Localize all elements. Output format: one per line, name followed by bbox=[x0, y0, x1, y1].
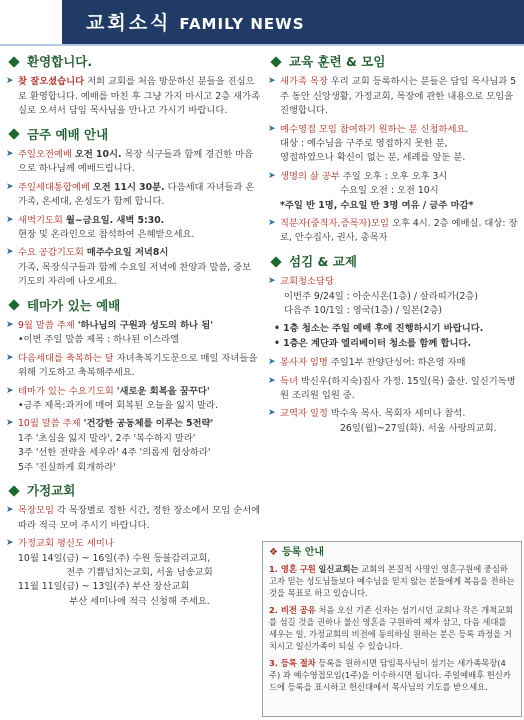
arrow-bullet-icon: ➤ bbox=[268, 357, 276, 368]
arrow-bullet-icon: ➤ bbox=[268, 276, 276, 287]
header-left-panel bbox=[0, 0, 62, 46]
registration-heading: ❖ 등록 안내 bbox=[269, 547, 325, 558]
list-item: ➤ 주일세대통합예배 오전 11시 30분. 다음세대 자녀들과 온가족, 온세대, 온성도가 함께 합니다. bbox=[6, 181, 261, 210]
list-item: ➤ 생명의 삶 공부 주일 오후 : 오후 오후 3시 수요일 오전 : 오전 10시 *주일 반 1명, 수요일 반 3명 여유 / 금주 마감* bbox=[268, 170, 520, 213]
list-item: ➤ 교회청소담당 이번주 9/24일 : 아순시온(1층) / 살라띠가(2층) 다음주 10/1일 : 영국(1층) / 일본(2층) bbox=[268, 275, 520, 318]
arrow-bullet-icon: ➤ bbox=[268, 170, 276, 181]
list-item: ➤ 교역자 일정 박수욱 목사. 목회자 세미나 참석. 26일(월)~27일(화). 서울 사랑의교회. bbox=[268, 407, 520, 436]
registration-box bbox=[262, 541, 522, 717]
arrow-bullet-icon: ➤ bbox=[268, 76, 276, 87]
diamond-bullet-icon bbox=[270, 256, 281, 267]
service-fellowship-section bbox=[268, 252, 520, 436]
cleaning-note: • 1층 청소는 주일 예배 후에 진행하시기 바랍니다. bbox=[274, 323, 484, 335]
cleaning-note: • 1층은 계단과 엘리베이터 청소를 함께 합니다. bbox=[274, 337, 472, 349]
arrow-bullet-icon: ➤ bbox=[6, 148, 14, 159]
diamond-bullet-icon bbox=[8, 129, 19, 140]
service-heading: 섬김 & 교제 bbox=[268, 252, 520, 271]
page-title bbox=[86, 9, 305, 38]
list-item: ➤ 직분자(중직자,증목자)모임 오후 4시. 2층 예배실. 대상: 장로, 안수집사, 권사, 총목자 bbox=[268, 217, 520, 246]
list-item: ➤ 다음세대를 축복하는 달 자녀축복기도문으로 매일 자녀들을 위해 기도하고 축복해주세요. bbox=[6, 352, 261, 381]
left-column bbox=[6, 50, 261, 615]
list-item: ➤ 예수영접 모임 참여하기 원하는 분 신청하세요. 대상 : 예수님을 구주로 영접하지 못한 분, 영접하였으나 확신이 없는 분, 세례를 앞둔 분. bbox=[268, 123, 520, 166]
welcome-section bbox=[6, 52, 261, 119]
list-item: ➤ 봉사자 임명 주일1부 찬양단싱어: 하은영 자매 bbox=[268, 356, 520, 370]
arrow-bullet-icon: ➤ bbox=[6, 418, 14, 429]
arrow-bullet-icon: ➤ bbox=[6, 505, 14, 516]
list-item: ➤ 주일오전예배 오전 10시. 목장 식구들과 함께 경건한 마음으로 하나님께 예배드립니다. bbox=[6, 148, 261, 177]
list-item: ➤ 목장모임 각 목장별로 정한 시간, 정한 장소에서 모임 순서에 따라 적극 모여 주시기 바랍니다. bbox=[6, 504, 261, 533]
arrow-bullet-icon: ➤ bbox=[6, 352, 14, 363]
list-item: ➤ 테마가 있는 수요기도회 '새로운 회복을 꿈꾸다' •금주 제목:과거에 매여 회복된 오늘을 잃지 말라. bbox=[6, 385, 261, 414]
list-item: ➤ 가정교회 평신도 세미나 10월 14일(금) ~ 16일(주) 수원 등불감리교회, 전주 기쁨넘치는교회, 서울 남송교회 11월 11일(금) ~ 13일(주) 부산 장산교회 부산 세미나에 적극 신청해 주세요. bbox=[6, 537, 261, 609]
arrow-bullet-icon: ➤ bbox=[268, 123, 276, 134]
diamond-bullet-icon bbox=[8, 485, 19, 496]
list-item: ➤ 새가족 목장 우리 교회 등록하시는 분들은 담임 목사님과 5주 동안 신앙생활, 가정교회, 목장에 관한 내용으로 모임을 진행합니다. bbox=[268, 75, 520, 118]
page-title-english: FAMILY NEWS bbox=[179, 15, 305, 33]
diamond-bullet-icon bbox=[8, 56, 19, 67]
registration-paragraph: 3. 등록 절차 등록을 원하시면 담임목사님이 섬기는 새가족목장(4주) 과 예수영접모임(1주)을 이수하시면 됩니다. 주일예배후 헌신카드에 등록을 표시하고 헌신대에서 목사님의 기도를 받으세요. bbox=[269, 657, 511, 692]
arrow-bullet-icon: ➤ bbox=[6, 181, 14, 192]
page-title-korean: 교회소식 bbox=[86, 12, 172, 34]
right-column bbox=[268, 50, 520, 442]
arrow-bullet-icon: ➤ bbox=[6, 538, 14, 549]
house-church-section bbox=[6, 481, 261, 609]
arrow-bullet-icon: ➤ bbox=[268, 408, 276, 419]
list-item: ➤ 찾 잘오셨습니다 저희 교회를 처음 방문하신 분들을 진심으로 환영합니다. 예배를 마친 후 그냥 가지 마시고 2층 새가족실로 오셔서 담임 목사님을 만나고 가시기 바랍니다. bbox=[6, 75, 261, 118]
education-heading: 교육 훈련 & 모임 bbox=[268, 52, 520, 71]
list-item: ➤ 득녀 박신우(하지숙)집사 가정. 15일(목) 출산. 일신기독병원 조리원 입원 중. bbox=[268, 375, 520, 404]
newsletter-header bbox=[0, 0, 524, 46]
welcome-heading: 환영합니다. bbox=[6, 52, 261, 71]
arrow-bullet-icon: ➤ bbox=[6, 247, 14, 258]
house-church-heading: 가정교회 bbox=[6, 481, 261, 500]
registration-paragraph: 1. 영혼 구원 일신교회는 교회의 본질적 사명인 영혼구원에 중심하고자 믿는 성도님들보다 예수님을 믿지 않는 분들에게 복음을 전하는 것을 목표로 하고 있습니다. bbox=[269, 563, 515, 598]
worship-heading: 금주 예배 안내 bbox=[6, 125, 261, 144]
arrow-bullet-icon: ➤ bbox=[6, 320, 14, 330]
list-item: ➤ 9월 말씀 주제 '하나님의 구원과 성도의 하나 됨' •이번 주일 말씀 제목 : 하나된 이스라엘 bbox=[6, 319, 261, 348]
arrow-bullet-icon: ➤ bbox=[268, 375, 276, 386]
diamond-bullet-icon bbox=[8, 300, 19, 311]
worship-section bbox=[6, 125, 261, 290]
list-item: ➤ 10월 말씀 주제 '건강한 공동체를 이루는 5전략' 1주 '초심을 잃지 말라', 2주 '복수하지 말라' 3주 '선한 전략을 세우라' 4주 '의롭게 협상하라' 5주 '진실하게 회개하라' bbox=[6, 417, 261, 475]
registration-paragraph: 2. 비전 공유 처음 오신 기존 신자는 섬기시던 교회나 작은 개척교회를 섬길 것을 권하나 불신 영혼을 구원하여 제자 삼고, 다음 세대를 세우는 일, 가정교회의 비전에 동의하실 원하는 분은 등록 과정을 거치시고 일신가족이 되실 수 있습니다. bbox=[269, 604, 514, 651]
theme-heading: 테마가 있는 예배 bbox=[6, 296, 261, 315]
arrow-bullet-icon: ➤ bbox=[6, 214, 14, 225]
theme-worship-section bbox=[6, 296, 261, 475]
list-item: ➤ 새벽기도회 월~금요일. 새벽 5:30. 현장 및 온라인으로 참석하여 은혜받으세요. bbox=[6, 214, 261, 243]
diamond-ornament-icon: ❖ bbox=[269, 547, 278, 558]
arrow-bullet-icon: ➤ bbox=[6, 385, 14, 396]
arrow-bullet-icon: ➤ bbox=[6, 76, 14, 87]
list-item: ➤ 수요 공감기도회 매주수요일 저녁8시 가족, 목장식구들과 함께 수요일 저녁에 찬양과 말씀, 중보 기도의 자리에 나오세요. bbox=[6, 246, 261, 289]
arrow-bullet-icon: ➤ bbox=[268, 218, 276, 229]
education-section bbox=[268, 52, 520, 246]
diamond-bullet-icon bbox=[270, 56, 281, 67]
